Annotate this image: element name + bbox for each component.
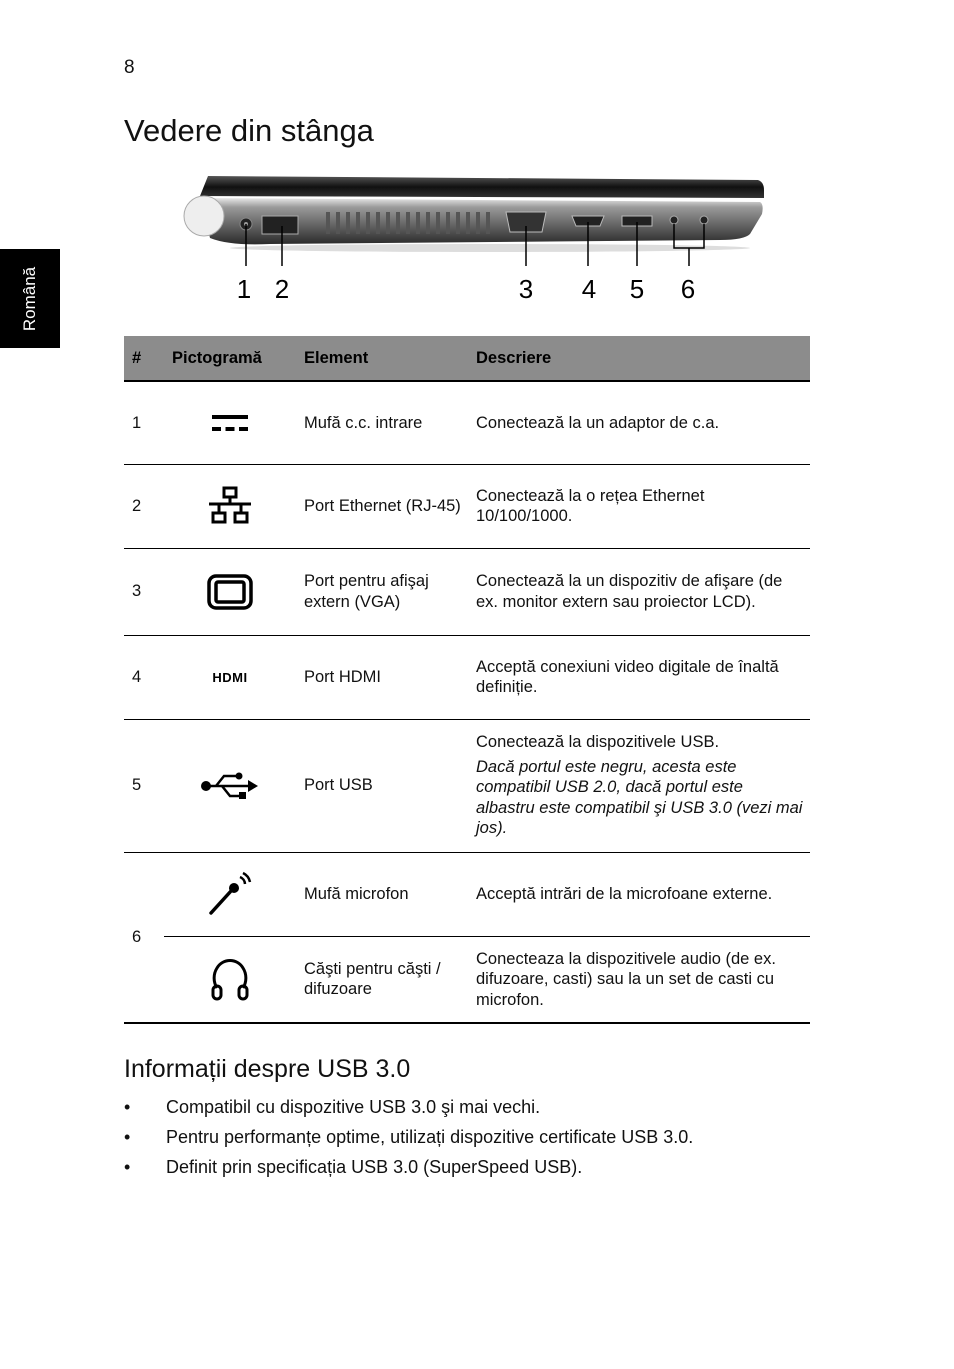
usb-icon	[164, 719, 296, 852]
list-item	[124, 1154, 904, 1184]
callout-5: 5	[629, 274, 645, 304]
svg-text:HDMI: HDMI	[212, 670, 248, 684]
row-number: 3	[124, 548, 164, 635]
usb-color-note: Dacă portul este negru, acesta este compatibil USB 2.0, dacă portul este albastru este compatibil şi USB 3.0 (vezi mai jos).	[476, 757, 803, 838]
header-icon: Pictogramă	[164, 336, 296, 381]
table-row	[124, 719, 810, 852]
row-description: Conectează la un dispozitiv de afişare (de ex. monitor extern sau proiector LCD).	[468, 548, 810, 635]
list-item-text: Definit prin specificația USB 3.0 (SuperSpeed USB).	[166, 1157, 583, 1177]
list-item-text: Pentru performanțe optime, utilizați dispozitive certificate USB 3.0.	[166, 1127, 694, 1147]
bullet-marker: •	[124, 1157, 131, 1177]
hdmi-icon	[164, 635, 296, 719]
microphone-icon	[164, 852, 296, 936]
table-row	[124, 464, 810, 548]
list-item	[124, 1124, 904, 1154]
usb-section-title: Informații despre USB 3.0	[124, 1055, 411, 1083]
ethernet-port	[262, 216, 298, 234]
table-header-row	[124, 336, 810, 381]
table-row	[124, 936, 810, 1023]
laptop-left-side-illustration	[160, 168, 780, 308]
row-description: Conectează la un adaptor de c.a.	[468, 381, 810, 464]
vga-icon	[164, 548, 296, 635]
callout-6: 6	[680, 274, 696, 304]
row-number: 2	[124, 464, 164, 548]
laptop-lid	[200, 176, 764, 198]
row-element: Port pentru afişaj extern (VGA)	[296, 548, 468, 635]
callout-4: 4	[581, 274, 597, 304]
row-description: Conectează la o rețea Ethernet 10/100/1000.	[468, 464, 810, 548]
callout-2: 2	[274, 274, 290, 304]
row-element: Mufă c.c. intrare	[296, 381, 468, 464]
bullet-marker: •	[124, 1127, 131, 1147]
ethernet-icon	[164, 464, 296, 548]
ports-table	[124, 336, 810, 1024]
row-description: Acceptă conexiuni video digitale de înaltă definiție.	[468, 635, 810, 719]
table-row	[124, 548, 810, 635]
table-row	[124, 635, 810, 719]
page-title: Vedere din stânga	[124, 113, 374, 148]
usb-info-list	[124, 1094, 904, 1184]
headphone-jack	[700, 216, 708, 224]
mic-jack	[670, 216, 678, 224]
row-description: Conectează la dispozitivele USB.	[476, 733, 720, 752]
header-description: Descriere	[468, 336, 810, 381]
dc-in-icon	[164, 381, 296, 464]
row-number: 6	[124, 852, 164, 1023]
row-description: Acceptă intrări de la microfoane externe.	[468, 852, 810, 936]
row-element: Port HDMI	[296, 635, 468, 719]
language-label: Română	[20, 266, 40, 331]
list-item	[124, 1094, 904, 1124]
page-number: 8	[124, 57, 135, 78]
table-row	[124, 852, 810, 936]
row-description-cell	[468, 719, 810, 852]
callout-3: 3	[518, 274, 534, 304]
header-number: #	[124, 336, 164, 381]
headphones-icon	[164, 936, 296, 1023]
row-number: 4	[124, 635, 164, 719]
row-element: Port USB	[296, 719, 468, 852]
list-item-text: Compatibil cu dispozitive USB 3.0 şi mai vechi.	[166, 1097, 541, 1117]
row-element: Căşti pentru căşti / difuzoare	[296, 936, 468, 1023]
row-description: Conecteaza la dispozitivele audio (de ex. difuzoare, casti) sau la un set de casti cu microfon.	[468, 936, 810, 1023]
row-number: 1	[124, 381, 164, 464]
laptop-hinge	[184, 196, 224, 236]
row-number: 5	[124, 719, 164, 852]
row-element: Mufă microfon	[296, 852, 468, 936]
header-element: Element	[296, 336, 468, 381]
language-tab	[0, 249, 60, 348]
bullet-marker: •	[124, 1097, 131, 1117]
table-row	[124, 381, 810, 464]
callout-1: 1	[236, 274, 252, 304]
row-element: Port Ethernet (RJ-45)	[296, 464, 468, 548]
